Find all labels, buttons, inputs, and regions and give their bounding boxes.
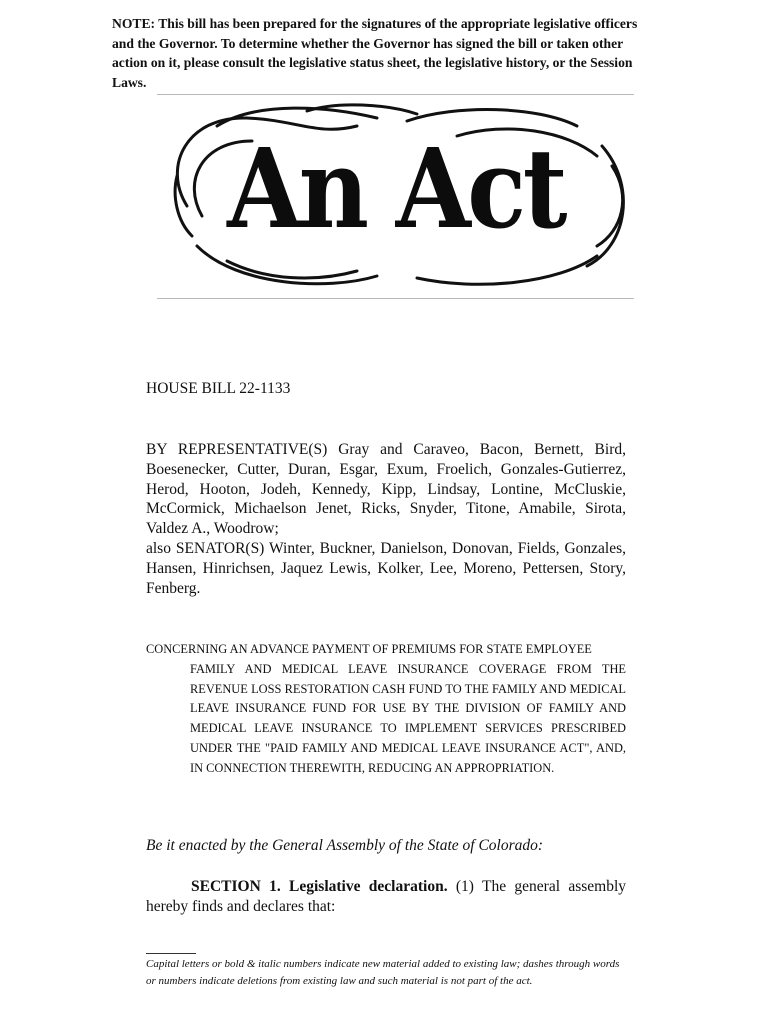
an-act-seal <box>157 96 634 296</box>
concerning-continuation: FAMILY AND MEDICAL LEAVE INSURANCE COVERAGE FROM THE REVENUE LOSS RESTORATION CASH FUND TO THE FAMILY AND MEDICAL LEAVE INSURANCE FUND FOR USE BY THE DIVISION OF FAMILY AND MEDICAL LEAVE INSURANCE TO IMPLEMENT SERVICES PRESCRIBED UNDER THE "PAID FAMILY AND MEDICAL LEAVE INSURANCE ACT", AND, IN CONNECTION THEREWITH, REDUCING AN APPROPRIATION. <box>190 661 626 775</box>
concerning-title <box>146 640 626 779</box>
senators: also SENATOR(S) Winter, Buckner, Danielson, Donovan, Fields, Gonzales, Hansen, Hinrichsen, Jaquez Lewis, Kolker, Lee, Moreno, Pettersen, Story, Fenberg. <box>146 539 626 597</box>
section-text: (1) The general assembly hereby finds and declares that: <box>146 878 627 915</box>
sponsors <box>146 440 626 598</box>
bill-number: HOUSE BILL 22-1133 <box>146 380 291 397</box>
footnote: Capital letters or bold & italic numbers indicate new material added to existing law; dashes through words or numbers indicate deletions from existing law and such material is not part of the act. <box>146 958 620 987</box>
section-heading: SECTION 1. Legislative declaration. <box>191 878 448 895</box>
representatives: BY REPRESENTATIVE(S) Gray and Caraveo, Bacon, Bernett, Bird, Boesenecker, Cutter, Duran, Esgar, Exum, Froelich, Gonzales-Gutierrez, Herod, Hooton, Jodeh, Kennedy, Kipp, Lindsay, Lontine, McCluskie, McCormick, Michaelson Jenet, Ricks, Snyder, Titone, Amabile, Sirota, Valdez A., Woodrow; <box>146 441 626 538</box>
section-1 <box>146 877 626 917</box>
bill-note: NOTE: This bill has been prepared for the signatures of the appropriate legislative officers and the Governor. To determine whether the Governor has signed the bill or taken other action on it, please consult the legislative status sheet, the legislative history, or the Session Laws. <box>112 16 638 90</box>
footnote-divider <box>146 953 196 954</box>
header-divider-bottom <box>157 298 634 299</box>
enacting-clause: Be it enacted by the General Assembly of the State of Colorado: <box>146 837 544 854</box>
seal-title: An Act <box>227 124 564 253</box>
concerning-first-line: CONCERNING AN ADVANCE PAYMENT OF PREMIUMS FOR STATE EMPLOYEE <box>146 642 592 656</box>
header-divider-top <box>157 94 634 95</box>
